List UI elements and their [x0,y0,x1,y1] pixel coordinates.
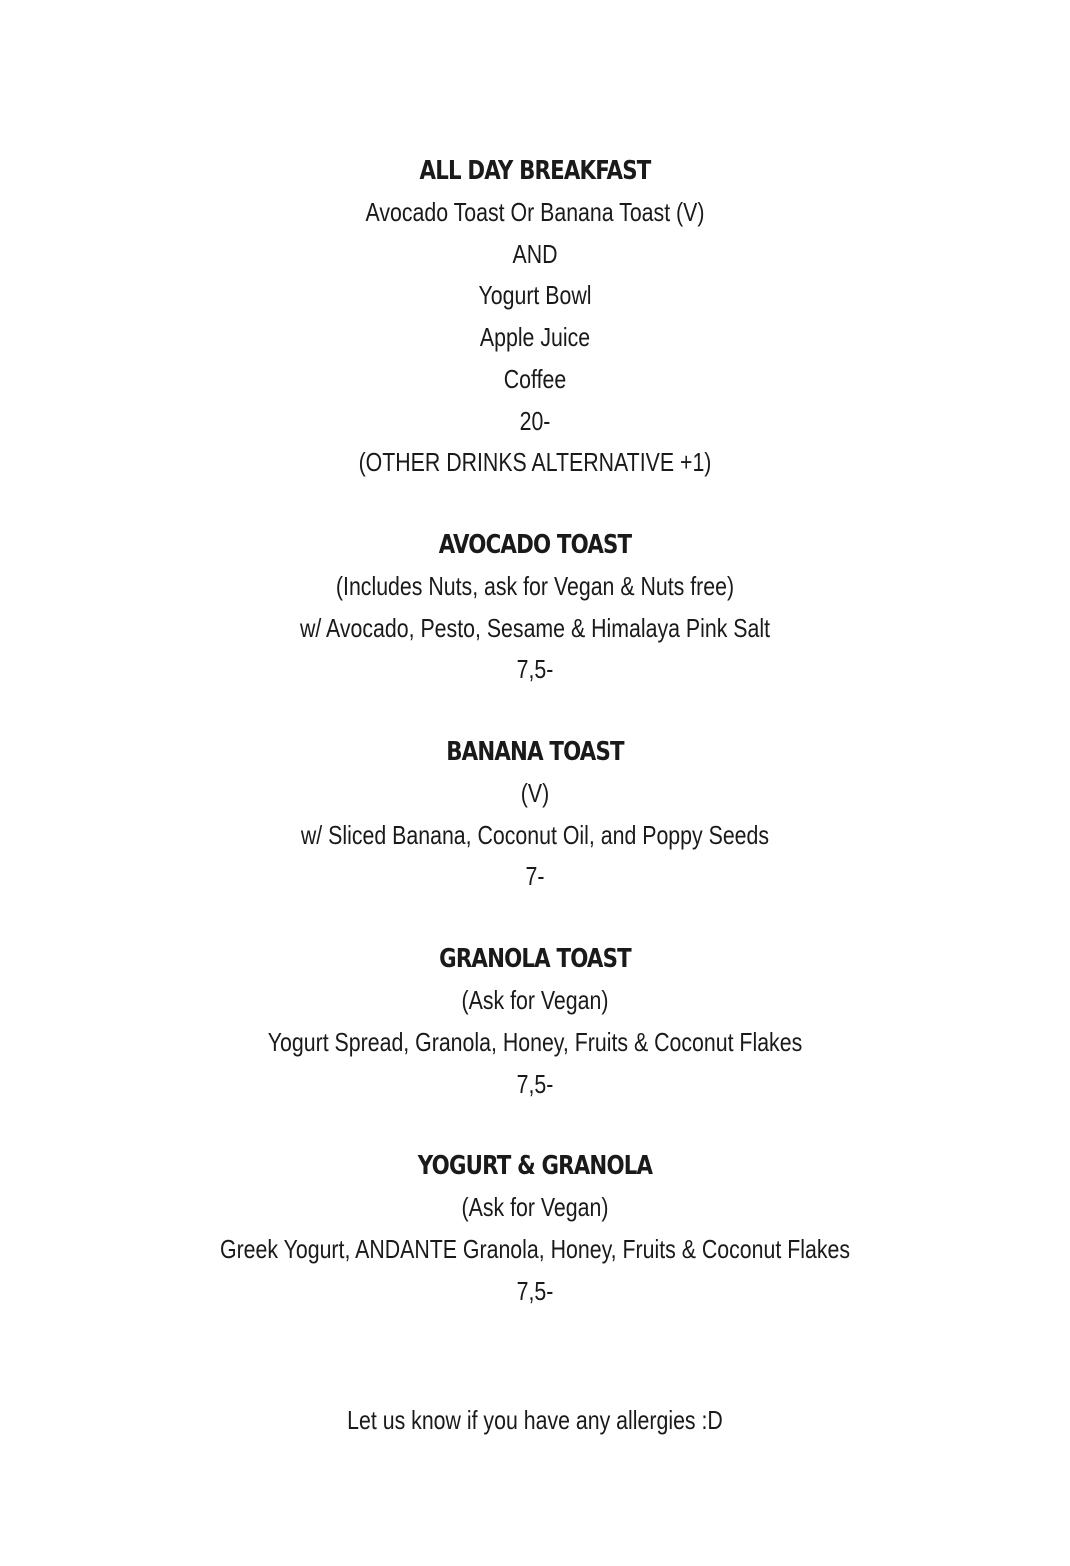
price: 7,5- [516,1275,554,1306]
menu-line: Greek Yogurt, ANDANTE Granola, Honey, Fruits & Coconut Flakes [219,1233,850,1264]
menu-line: (Ask for Vegan) [461,985,609,1016]
allergy-note: Let us know if you have any allergies :D [347,1405,723,1435]
menu-section-banana-toast [0,731,1070,898]
section-title: YOGURT & GRANOLA [417,1151,653,1182]
menu-section-all-day-breakfast [0,150,1070,484]
menu-line: w/ Sliced Banana, Coconut Oil, and Poppy Seeds [300,819,770,850]
menu-line: (Ask for Vegan) [461,1192,609,1223]
price: 7- [525,861,545,892]
price: 20- [519,405,551,436]
menu-line: Avocado Toast Or Banana Toast (V) [365,197,705,227]
menu-line: (OTHER DRINKS ALTERNATIVE +1) [358,447,712,478]
menu-section-yogurt-granola [0,1145,1070,1312]
menu-line: w/ Avocado, Pesto, Sesame & Himalaya Pink Salt [299,612,771,643]
menu-line: Yogurt Bowl [478,280,592,311]
menu-section-granola-toast [0,938,1070,1105]
menu-line: Coffee [503,363,567,394]
menu-section-avocado-toast [0,524,1070,691]
menu-line: Yogurt Spread, Granola, Honey, Fruits & Coconut Flakes [267,1026,803,1057]
section-title: AVOCADO TOAST [438,529,632,560]
menu-content [0,150,1070,1312]
menu-line: Apple Juice [479,322,591,353]
section-title: BANANA TOAST [446,737,624,768]
price: 7,5- [516,1068,554,1099]
price: 7,5- [516,654,554,685]
menu-line: AND [512,238,558,269]
menu-line: (Includes Nuts, ask for Vegan & Nuts free) [335,570,735,601]
menu-line: (V) [520,778,550,809]
section-title: GRANOLA TOAST [439,944,631,975]
section-title: ALL DAY BREAKFAST [419,156,651,186]
